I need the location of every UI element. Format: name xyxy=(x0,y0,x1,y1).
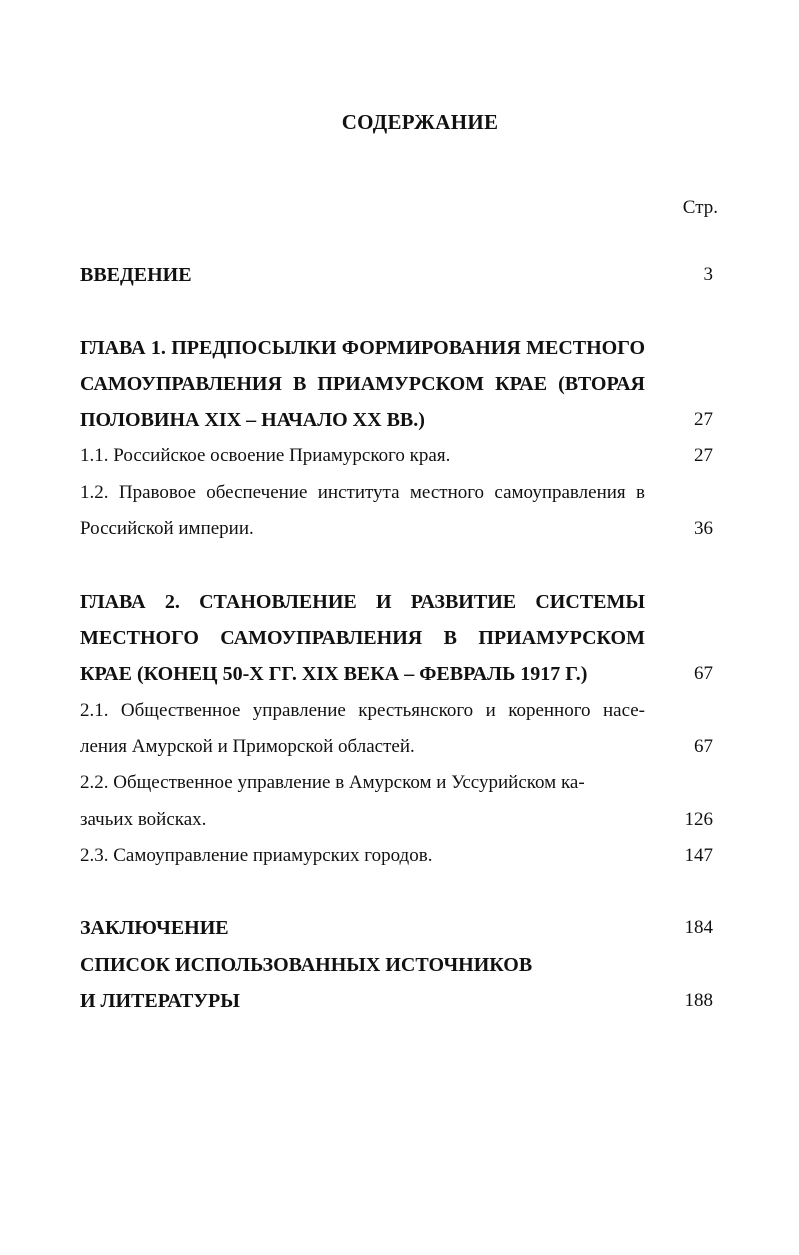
toc-entry-conclusion[interactable]: ЗАКЛЮЧЕНИЕ xyxy=(80,917,229,939)
toc-page-number: 184 xyxy=(684,917,713,938)
page-title: СОДЕРЖАНИЕ xyxy=(341,110,499,134)
toc-entry-chapter-1-cont[interactable]: САМОУПРАВЛЕНИЯ В ПРИАМУРСКОМ КРАЕ (ВТОРАЯ xyxy=(80,373,645,395)
toc-page-number: 3 xyxy=(703,264,713,285)
toc-entry-section-1-2[interactable]: 1.2. Правовое обеспечение института местного самоуправления в xyxy=(80,482,645,503)
toc-entry-section-2-3[interactable]: 2.3. Самоуправление приамурских городов. xyxy=(80,845,433,866)
toc-page-number: 67 xyxy=(694,736,713,757)
toc-entry-introduction[interactable]: ВВЕДЕНИЕ xyxy=(80,264,192,286)
toc-entry-section-2-2[interactable]: 2.2. Общественное управление в Амурском и Уссурийском ка- xyxy=(80,772,585,793)
toc-entry-chapter-1-cont[interactable]: ПОЛОВИНА XIX – НАЧАЛО XX ВВ.) xyxy=(80,409,425,431)
toc-entry-bibliography-cont[interactable]: И ЛИТЕРАТУРЫ xyxy=(80,990,240,1012)
toc-entry-chapter-2-cont[interactable]: КРАЕ (КОНЕЦ 50-Х ГГ. XIX ВЕКА – ФЕВРАЛЬ 1917 Г.) xyxy=(80,663,588,685)
toc-entry-section-2-1-cont[interactable]: ления Амурской и Приморской областей. xyxy=(80,736,415,757)
toc-page-number: 36 xyxy=(694,518,713,539)
toc-page-number: 27 xyxy=(694,409,713,430)
toc-page-number: 27 xyxy=(694,445,713,466)
toc-entry-bibliography[interactable]: СПИСОК ИСПОЛЬЗОВАННЫХ ИСТОЧНИКОВ xyxy=(80,954,533,976)
toc-entry-chapter-1[interactable]: ГЛАВА 1. ПРЕДПОСЫЛКИ ФОРМИРОВАНИЯ МЕСТНОГО xyxy=(80,337,645,359)
toc-entry-section-2-2-cont[interactable]: зачьих войсках. xyxy=(80,809,207,830)
toc-entry-section-1-1[interactable]: 1.1. Российское освоение Приамурского края. xyxy=(80,445,451,466)
toc-entry-chapter-2-cont[interactable]: МЕСТНОГО САМОУПРАВЛЕНИЯ В ПРИАМУРСКОМ xyxy=(80,627,645,649)
toc-page-number: 67 xyxy=(694,663,713,684)
toc-page-number: 147 xyxy=(684,845,713,866)
toc-page-number: 126 xyxy=(684,809,713,830)
toc-entry-section-1-2-cont[interactable]: Российской империи. xyxy=(80,518,254,539)
toc-entry-chapter-2[interactable]: ГЛАВА 2. СТАНОВЛЕНИЕ И РАЗВИТИЕ СИСТЕМЫ xyxy=(80,591,645,613)
toc-entry-section-2-1[interactable]: 2.1. Общественное управление крестьянского и коренного насе- xyxy=(80,700,645,721)
toc-page-number: 188 xyxy=(684,990,713,1011)
pages-column-heading: Стр. xyxy=(682,197,718,218)
